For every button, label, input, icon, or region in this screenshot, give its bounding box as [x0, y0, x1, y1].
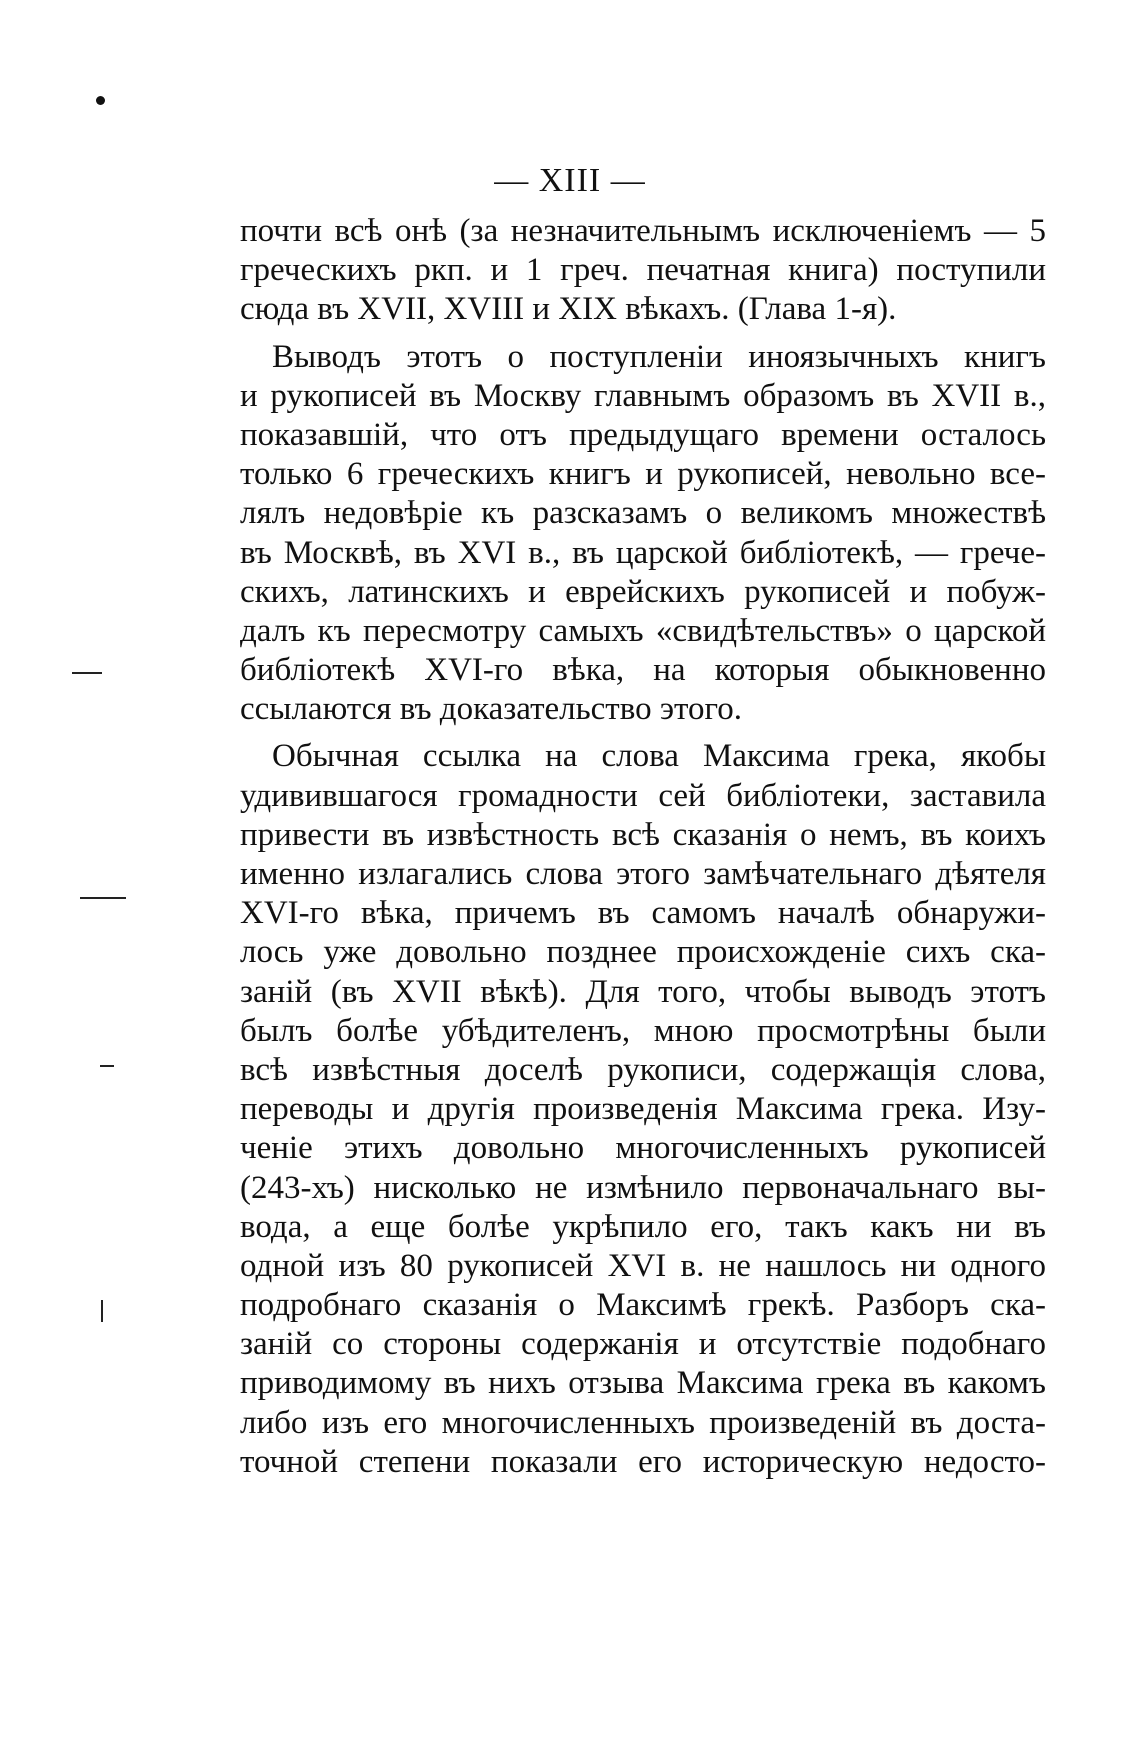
- scan-speck: [96, 96, 105, 105]
- text-line: переводы и другія произведенія Максима грека. Изу-: [240, 1091, 1046, 1128]
- text-line: ченіе этихъ довольно многочисленныхъ рукописей: [240, 1130, 1046, 1167]
- body-text: [240, 212, 1046, 1482]
- text-line: библіотекѣ XVI-го вѣка, на которыя обыкновенно: [240, 652, 1046, 689]
- text-line: XVI-го вѣка, причемъ въ самомъ началѣ обнаружи-: [240, 895, 1046, 932]
- text-line: Обычная ссылка на слова Максима грека, якобы: [272, 738, 1046, 775]
- paragraph: [240, 338, 1046, 730]
- text-line: лось уже довольно позднее происхожденіе сихъ ска-: [240, 934, 1046, 971]
- text-line: Выводъ этотъ о поступленіи иноязычныхъ книгъ: [272, 338, 1046, 375]
- text-line: сюда въ XVII, XVIII и XIX вѣкахъ. (Глава 1-я).: [240, 291, 897, 328]
- text-line: скихъ, латинскихъ и еврейскихъ рукописей и побуж-: [240, 573, 1046, 610]
- text-line: удивившагося громадности сей библіотеки, заставила: [240, 777, 1046, 814]
- text-line: ссылаются въ доказательство этого.: [240, 691, 742, 728]
- text-line: лялъ недовѣріе къ разсказамъ о великомъ множествѣ: [240, 495, 1046, 532]
- text-line: приводимому въ нихъ отзыва Максима грека въ какомъ: [240, 1365, 1046, 1402]
- text-line: вода, а еще болѣе укрѣпило его, такъ какъ ни въ: [240, 1208, 1046, 1245]
- text-line: либо изъ его многочисленныхъ произведеній въ доста-: [240, 1404, 1046, 1441]
- text-line: былъ болѣе убѣдителенъ, мною просмотрѣны были: [240, 1012, 1046, 1049]
- text-line: (243-хъ) нисколько не измѣнило первоначальнаго вы-: [240, 1169, 1046, 1206]
- scan-mark: [80, 897, 126, 899]
- text-line: подробнаго сказанія о Максимѣ грекѣ. Разборъ ска-: [240, 1287, 1046, 1324]
- text-line: только 6 греческихъ книгъ и рукописей, невольно все-: [240, 456, 1046, 493]
- scan-mark: [100, 1065, 114, 1067]
- scan-mark: [72, 672, 102, 674]
- text-line: заній (въ XVII вѣкѣ). Для того, чтобы выводъ этотъ: [240, 973, 1046, 1010]
- text-line: заній со стороны содержанія и отсутствіе подобнаго: [240, 1326, 1046, 1363]
- text-line: греческихъ ркп. и 1 греч. печатная книга) поступили: [240, 252, 1046, 289]
- text-line: именно излагались слова этого замѣчательнаго дѣятеля: [240, 856, 1046, 892]
- paragraph: [240, 212, 1046, 330]
- paragraph: [240, 737, 1046, 1482]
- text-line: и рукописей въ Москву главнымъ образомъ въ XVII в.,: [240, 377, 1046, 414]
- text-line: привести въ извѣстность всѣ сказанія о немъ, въ коихъ: [240, 816, 1046, 853]
- text-line: далъ къ пересмотру самыхъ «свидѣтельствъ» о царской: [240, 612, 1046, 649]
- text-line: въ Москвѣ, въ XVI в., въ царской библіотекѣ, — грече-: [240, 534, 1046, 571]
- text-line: одной изъ 80 рукописей XVI в. не нашлось ни одного: [240, 1247, 1046, 1284]
- scan-mark: [101, 1300, 103, 1322]
- text-line: точной степени показали его историческую недосто-: [240, 1443, 1046, 1480]
- text-line: почти всѣ онѣ (за незначительнымъ исключеніемъ — 5: [240, 213, 1046, 249]
- page-number: — XIII —: [494, 162, 646, 199]
- text-line: показавшій, что отъ предыдущаго времени осталось: [240, 416, 1046, 453]
- text-line: всѣ извѣстныя доселѣ рукописи, содержащія слова,: [240, 1051, 1046, 1088]
